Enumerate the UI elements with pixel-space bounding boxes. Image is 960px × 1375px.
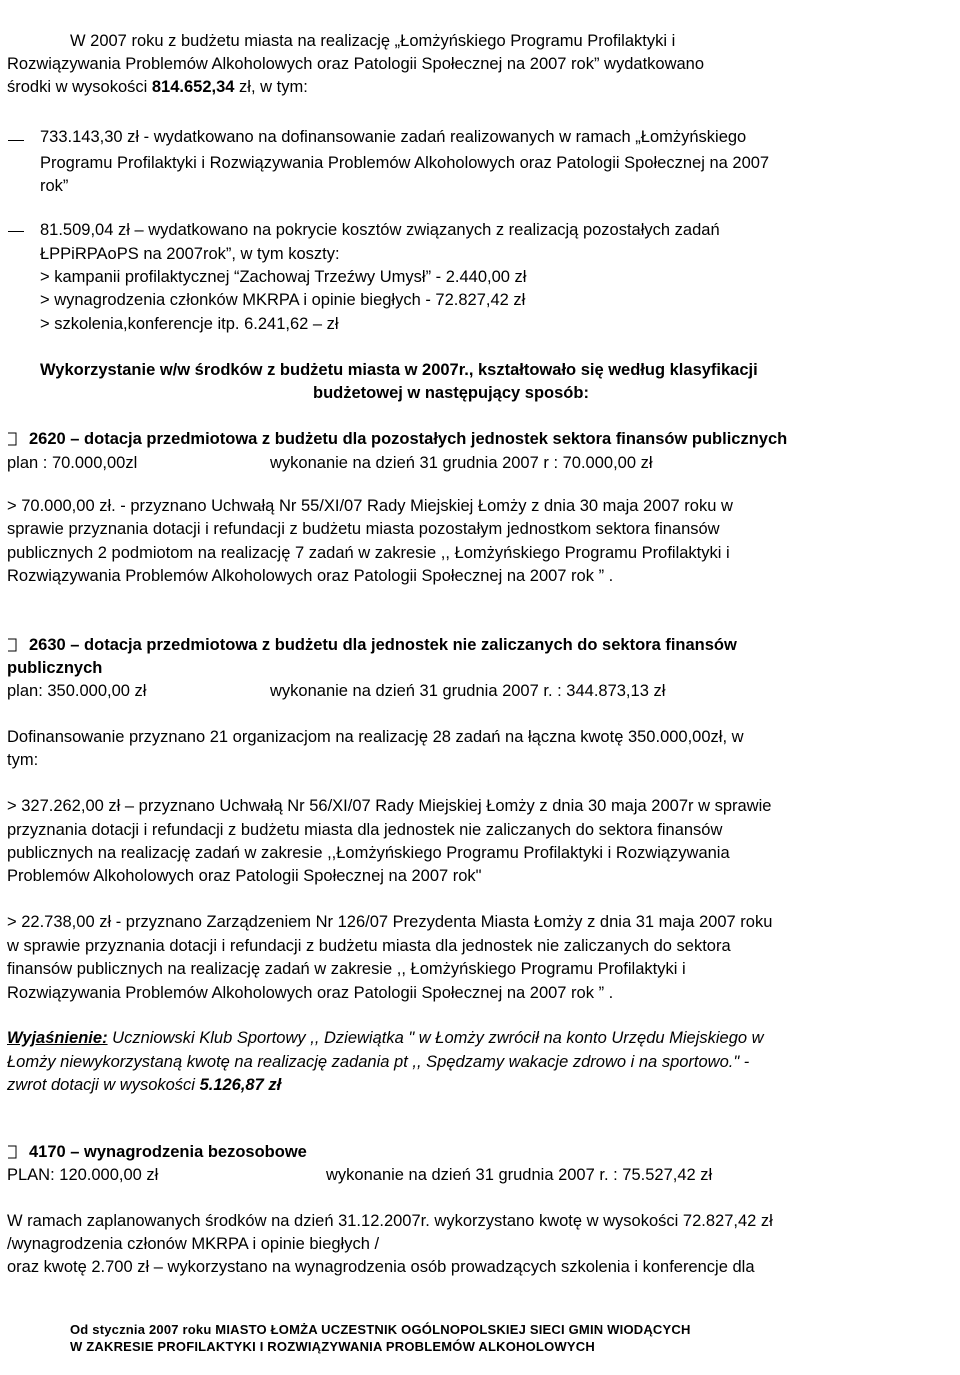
footer-line-2: W ZAKRESIE PROFILAKTYKI I ROZWIĄZYWANIA PROBLEMÓW ALKOHOLOWYCH xyxy=(70,1339,595,1354)
intro-line-3-text: środki w wysokości xyxy=(7,78,152,96)
section-2630-plan: plan: 350.000,00 zł xyxy=(7,682,147,700)
dash-bullet-icon xyxy=(8,231,24,232)
section-2630-r-4: Rozwiązywania Problemów Alkoholowych oraz Patologii Społecznej na 2007 rok ” . xyxy=(7,984,614,1002)
item-1-line-1: 733.143,30 zł - wydatkowano na dofinansowanie zadań realizowanych w ramach „Łomżyńskiego xyxy=(40,128,747,146)
section-2630-heading-2: publicznych xyxy=(7,659,103,677)
item-1-line-2: Programu Profilaktyki i Rozwiązywania Problemów Alkoholowych oraz Patologii Społecznej na 2007 xyxy=(40,154,770,172)
item-2-line-5: > szkolenia,konferencje itp. 6.241,62 – zł xyxy=(40,315,339,333)
section-2630-q-2: przyznania dotacji i refundacji z budżetu miasta dla jednostek nie zaliczanych do sektora finansów xyxy=(7,821,723,839)
item-2-line-3: > kampanii profilaktycznej “Zachowaj Trzeźwy Umysł” - 2.440,00 zł xyxy=(40,268,527,286)
section-2620-para-3: publicznych 2 podmiotom na realizację 7 zadań w zakresie ,, Łomżyńskiego Programu Profilaktyki i xyxy=(7,544,730,562)
intro-line-3 xyxy=(7,77,308,97)
section-marker-icon xyxy=(7,638,17,652)
section-2630-title: 2630 – dotacja przedmiotowa z budżetu dla jednostek nie zaliczanych do sektora finansów xyxy=(29,636,737,654)
section-2620-title: 2620 – dotacja przedmiotowa z budżetu dla pozostałych jednostek sektora finansów publicznych xyxy=(29,430,788,448)
section-marker-icon xyxy=(7,432,17,446)
section-marker-icon xyxy=(7,1145,17,1159)
item-2-line-2: ŁPPiRPAoPS na 2007rok”, w tym koszty: xyxy=(40,245,340,263)
item-2-line-1: 81.509,04 zł – wydatkowano na pokrycie kosztów związanych z realizacją pozostałych zadań xyxy=(40,221,720,239)
footer-line-1: Od stycznia 2007 roku MIASTO ŁOMŻA UCZESTNIK OGÓLNOPOLSKIEJ SIECI GMIN WIODĄCYCH xyxy=(70,1322,691,1337)
usage-line-1: Wykorzystanie w/w środków z budżetu miasta w 2007r., kształtowało się według klasyfikacji xyxy=(40,361,758,379)
section-4170-heading xyxy=(7,1142,307,1162)
section-2630-r-1: > 22.738,00 zł - przyznano Zarządzeniem Nr 126/07 Prezydenta Miasta Łomży z dnia 31 maja 2007 roku xyxy=(7,913,773,931)
section-2620-plan: plan : 70.000,00zl xyxy=(7,454,138,472)
section-2620-para-1: > 70.000,00 zł. - przyznano Uchwałą Nr 55/XI/07 Rady Miejskiej Łomży z dnia 30 maja 2007 roku w xyxy=(7,497,733,515)
dash-bullet-icon xyxy=(8,140,24,141)
intro-total: 814.652,34 xyxy=(151,78,235,96)
refund-amount: 5.126,87 zł xyxy=(199,1076,282,1094)
section-2630-q-1: > 327.262,00 zł – przyznano Uchwałą Nr 56/XI/07 Rady Miejskiej Łomży z dnia 30 maja 2007r w sprawie xyxy=(7,797,772,815)
section-2630-r-3: finansów publicznych na realizację zadań w zakresie ,, Łomżyńskiego Programu Profilaktyki i xyxy=(7,960,686,978)
section-2630-heading xyxy=(7,635,737,655)
intro-line-2: Rozwiązywania Problemów Alkoholowych oraz Patologii Społecznej na 2007 rok” wydatkowano xyxy=(7,55,705,73)
intro-line-3-tail: zł, w tym: xyxy=(234,78,308,96)
section-2630-q-3: publicznych na realizację zadań w zakresie ,,Łomżyńskiego Programu Profilaktyki i Rozwiązywania xyxy=(7,844,730,862)
section-2630-desc-1: Dofinansowanie przyznano 21 organizacjom na realizację 28 zadań na łączna kwotę 350.000,00zł, w xyxy=(7,728,744,746)
section-4170-text-3: oraz kwotę 2.700 zł – wykorzystano na wynagrodzenia osób prowadzących szkolenia i konferencje dla xyxy=(7,1258,755,1276)
explanation-line-2: Łomży niewykorzystaną kwotę na realizację zadania pt ,, Spędzamy wakacje zdrowo i na sportowo." - xyxy=(7,1053,750,1071)
section-2620-exec: wykonanie na dzień 31 grudnia 2007 r : 70.000,00 zł xyxy=(270,454,653,472)
section-4170-exec: wykonanie na dzień 31 grudnia 2007 r. : 75.527,42 zł xyxy=(326,1166,713,1184)
item-2-line-4: > wynagrodzenia członków MKRPA i opinie biegłych - 72.827,42 zł xyxy=(40,291,526,309)
section-4170-text-1: W ramach zaplanowanych środków na dzień 31.12.2007r. wykorzystano kwotę w wysokości 72.827,42 zł xyxy=(7,1212,773,1230)
section-2620-para-4: Rozwiązywania Problemów Alkoholowych oraz Patologii Społecznej na 2007 rok ” . xyxy=(7,567,614,585)
usage-line-2: budżetowej w następujący sposób: xyxy=(313,384,589,402)
section-4170-title: 4170 – wynagrodzenia bezosobowe xyxy=(29,1143,307,1161)
explanation-line-3: zwrot dotacji w wysokości 5.126,87 zł xyxy=(7,1076,282,1094)
intro-line-1: W 2007 roku z budżetu miasta na realizację „Łomżyńskiego Programu Profilaktyki i xyxy=(70,32,676,50)
explanation-text: Uczniowski Klub Sportowy ,, Dziewiątka " w Łomży zwrócił na konto Urzędu Miejskiego w xyxy=(107,1029,764,1047)
item-1-line-3: rok” xyxy=(40,177,69,195)
section-2620-heading xyxy=(7,429,787,449)
section-2630-desc-2: tym: xyxy=(7,751,39,769)
section-2630-q-4: Problemów Alkoholowych oraz Patologii Społecznej na 2007 rok" xyxy=(7,867,482,885)
section-4170-text-2: /wynagrodzenia członów MKRPA i opinie biegłych / xyxy=(7,1235,380,1253)
section-2630-exec: wykonanie na dzień 31 grudnia 2007 r. : 344.873,13 zł xyxy=(270,682,666,700)
section-4170-plan: PLAN: 120.000,00 zł xyxy=(7,1166,159,1184)
explanation-label: Wyjaśnienie: xyxy=(7,1029,108,1047)
explanation-line-1 xyxy=(7,1028,764,1048)
section-2630-r-2: w sprawie przyznania dotacji i refundacji z budżetu miasta dla jednostek nie zaliczanych do sektora xyxy=(7,937,731,955)
section-2620-para-2: sprawie przyznania dotacji i refundacji z budżetu miasta pozostałym jednostkom sektora finansów xyxy=(7,520,720,538)
